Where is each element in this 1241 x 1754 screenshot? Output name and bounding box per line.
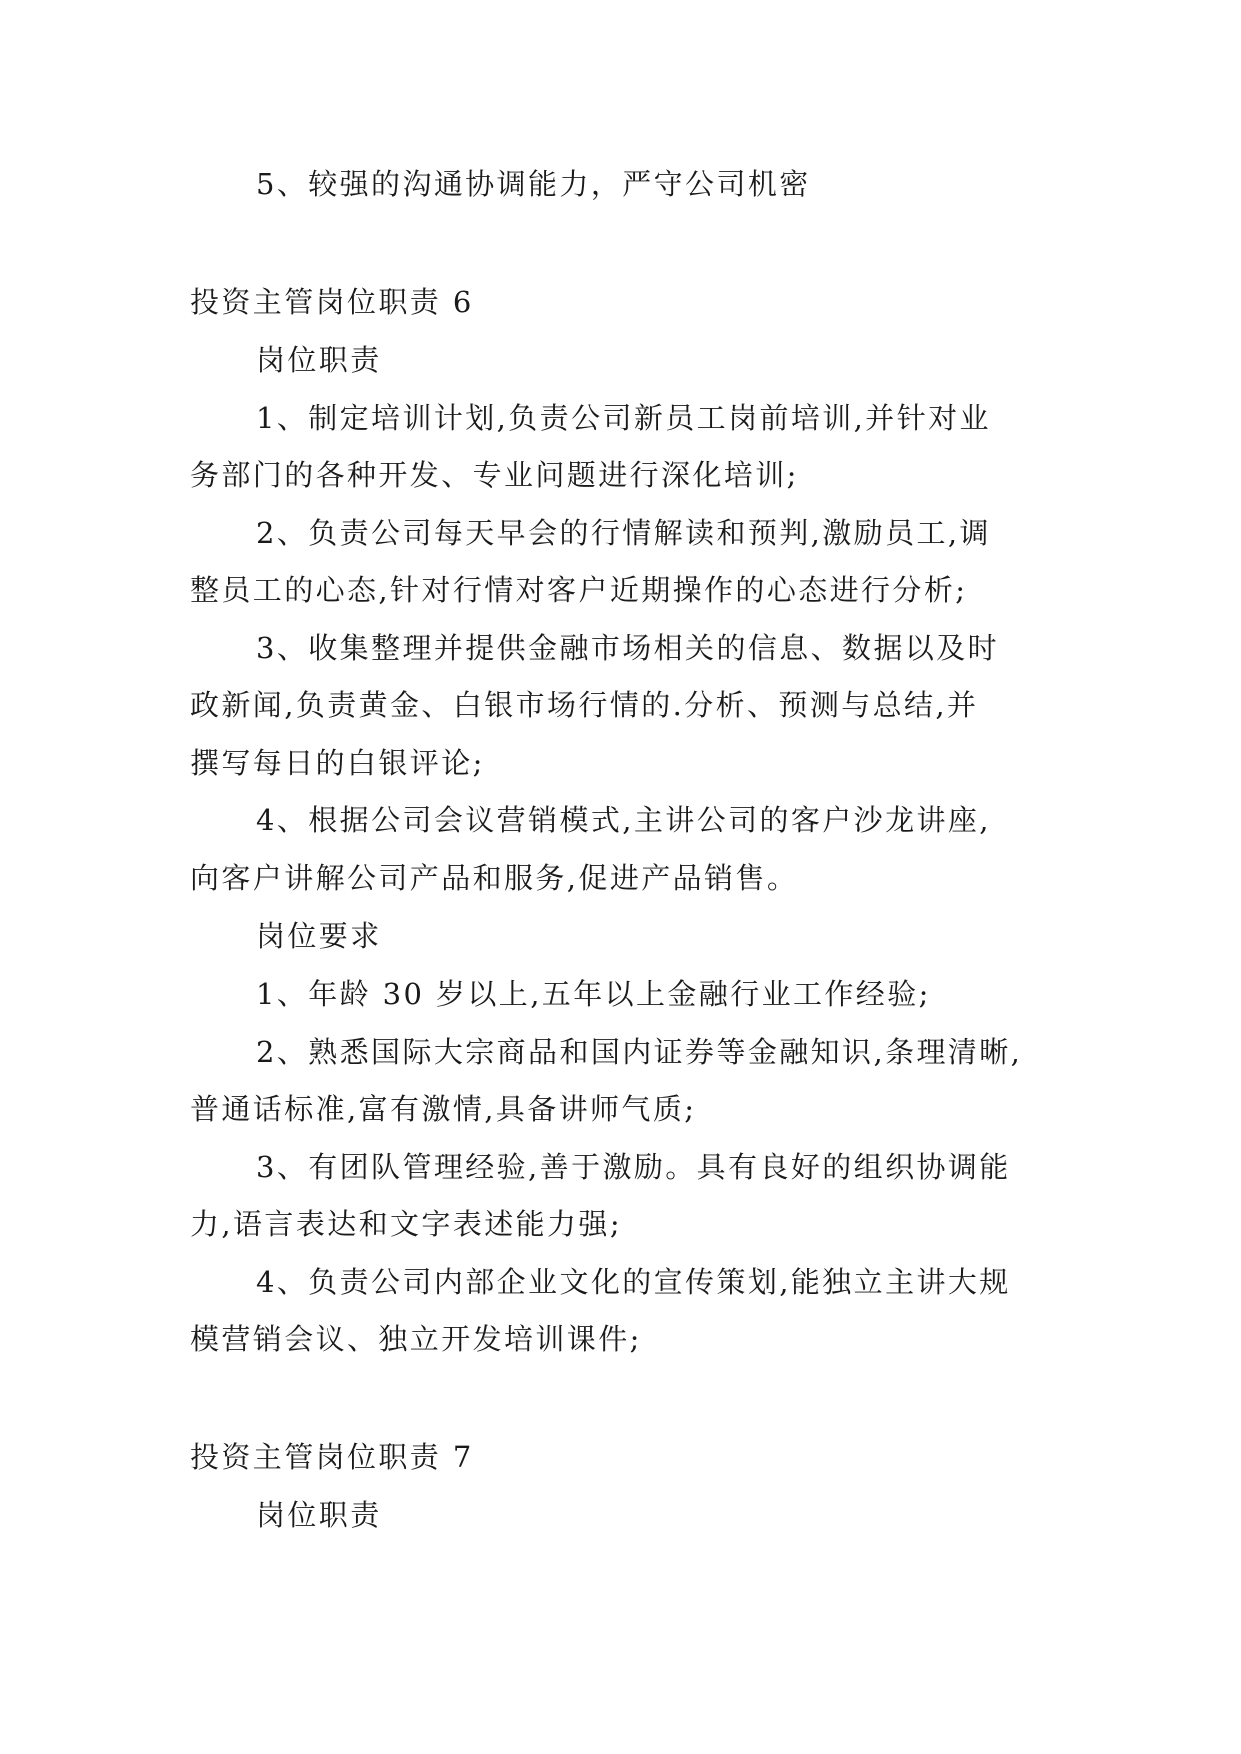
list-item-continuation: 普通话标准,富有激情,具备讲师气质; [190,1092,697,1126]
list-item: 1、年龄 30 岁以上,五年以上金融行业工作经验; [256,977,931,1011]
list-item-continuation: 整员工的心态,针对行情对客户近期操作的心态进行分析; [190,573,968,607]
list-item-continuation: 务部门的各种开发、专业问题进行深化培训; [190,458,799,492]
subheading: 岗位职责 [256,1498,382,1532]
section-title: 投资主管岗位职责 6 [190,285,474,319]
subheading: 岗位要求 [256,919,382,953]
list-item: 5、较强的沟通协调能力，严守公司机密 [256,167,811,201]
list-item: 2、熟悉国际大宗商品和国内证券等金融知识,条理清晰, [256,1035,1023,1069]
list-item-continuation: 模营销会议、独立开发培训课件; [190,1322,642,1356]
list-item: 1、制定培训计划,负责公司新员工岗前培训,并针对业 [256,401,991,435]
list-item: 4、负责公司内部企业文化的宣传策划,能独立主讲大规 [256,1265,1011,1299]
list-item-continuation: 政新闻,负责黄金、白银市场行情的.分析、预测与总结,并 [190,688,979,722]
list-item-continuation: 撰写每日的白银评论; [190,746,485,780]
list-item-continuation: 力,语言表达和文字表述能力强; [190,1207,622,1241]
list-item-continuation: 向客户讲解公司产品和服务,促进产品销售。 [190,861,799,895]
subheading: 岗位职责 [256,343,382,377]
list-item: 4、根据公司会议营销模式,主讲公司的客户沙龙讲座, [256,803,991,837]
list-item: 3、有团队管理经验,善于激励。具有良好的组织协调能 [256,1150,1011,1184]
section-title: 投资主管岗位职责 7 [190,1440,474,1474]
list-item: 2、负责公司每天早会的行情解读和预判,激励员工,调 [256,516,991,550]
list-item: 3、收集整理并提供金融市场相关的信息、数据以及时 [256,631,1000,665]
